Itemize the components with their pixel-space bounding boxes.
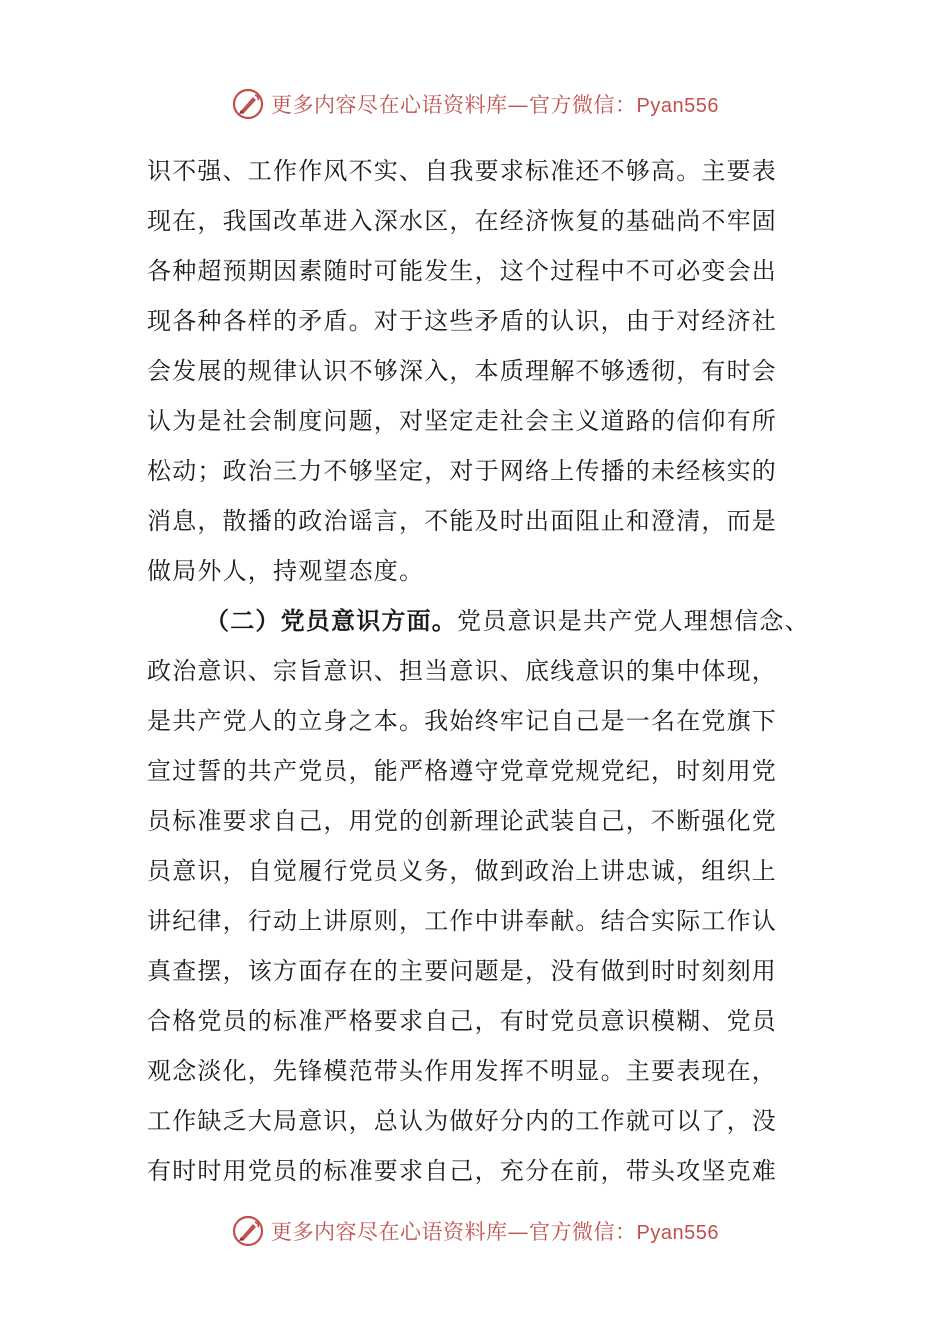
body-line: 现在，我国改革进入深水区，在经济恢复的基础尚不牢固 xyxy=(147,207,777,235)
body-line: 真查摆，该方面存在的主要问题是，没有做到时时刻刻用 xyxy=(147,957,777,985)
header-watermark-cn: 更多内容尽在心语资料库—官方微信： xyxy=(271,93,637,117)
footer-watermark xyxy=(0,1211,950,1251)
header-watermark-text xyxy=(271,89,719,119)
header-watermark xyxy=(0,84,950,124)
footer-watermark-text xyxy=(271,1216,719,1246)
section-first-line xyxy=(147,596,810,646)
document-body xyxy=(147,146,810,1196)
body-line: 松动；政治三力不够坚定，对于网络上传播的未经核实的 xyxy=(147,457,777,485)
body-line: 现各种各样的矛盾。对于这些矛盾的认识，由于对经济社 xyxy=(147,307,777,335)
body-line: 有时时用党员的标准要求自己，充分在前，带头攻坚克难 xyxy=(147,1157,777,1185)
body-line: 认为是社会制度问题，对坚定走社会主义道路的信仰有所 xyxy=(147,407,777,435)
body-line: 宣过誓的共产党员，能严格遵守党章党规党纪，时刻用党 xyxy=(147,757,777,785)
body-line: 观念淡化，先锋模范带头作用发挥不明显。主要表现在， xyxy=(147,1057,777,1085)
pen-logo-icon xyxy=(231,1214,265,1248)
section-first-line-text: 党员意识是共产党人理想信念、 xyxy=(457,607,810,635)
body-line: 做局外人，持观望态度。 xyxy=(147,557,425,585)
section-heading: （二）党员意识方面。 xyxy=(205,606,457,635)
body-line: 员标准要求自己，用党的创新理论武装自己，不断强化党 xyxy=(147,807,777,835)
body-line: 识不强、工作作风不实、自我要求标准还不够高。主要表 xyxy=(147,157,777,185)
footer-watermark-id: Pyan556 xyxy=(636,1222,719,1244)
body-line: 员意识，自觉履行党员义务，做到政治上讲忠诚，组织上 xyxy=(147,857,777,885)
body-line: 讲纪律，行动上讲原则，工作中讲奉献。结合实际工作认 xyxy=(147,907,777,935)
body-line: 合格党员的标准严格要求自己，有时党员意识模糊、党员 xyxy=(147,1007,777,1035)
body-line: 各种超预期因素随时可能发生，这个过程中不可必变会出 xyxy=(147,257,777,285)
body-line: 会发展的规律认识不够深入，本质理解不够透彻，有时会 xyxy=(147,357,777,385)
body-line: 消息，散播的政治谣言，不能及时出面阻止和澄清，而是 xyxy=(147,507,777,535)
body-line: 工作缺乏大局意识，总认为做好分内的工作就可以了，没 xyxy=(147,1107,777,1135)
body-line: 是共产党人的立身之本。我始终牢记自己是一名在党旗下 xyxy=(147,707,777,735)
footer-watermark-cn: 更多内容尽在心语资料库—官方微信： xyxy=(271,1220,637,1244)
header-watermark-id: Pyan556 xyxy=(636,95,719,117)
body-line: 政治意识、宗旨意识、担当意识、底线意识的集中体现， xyxy=(147,657,777,685)
pen-logo-icon xyxy=(231,87,265,121)
